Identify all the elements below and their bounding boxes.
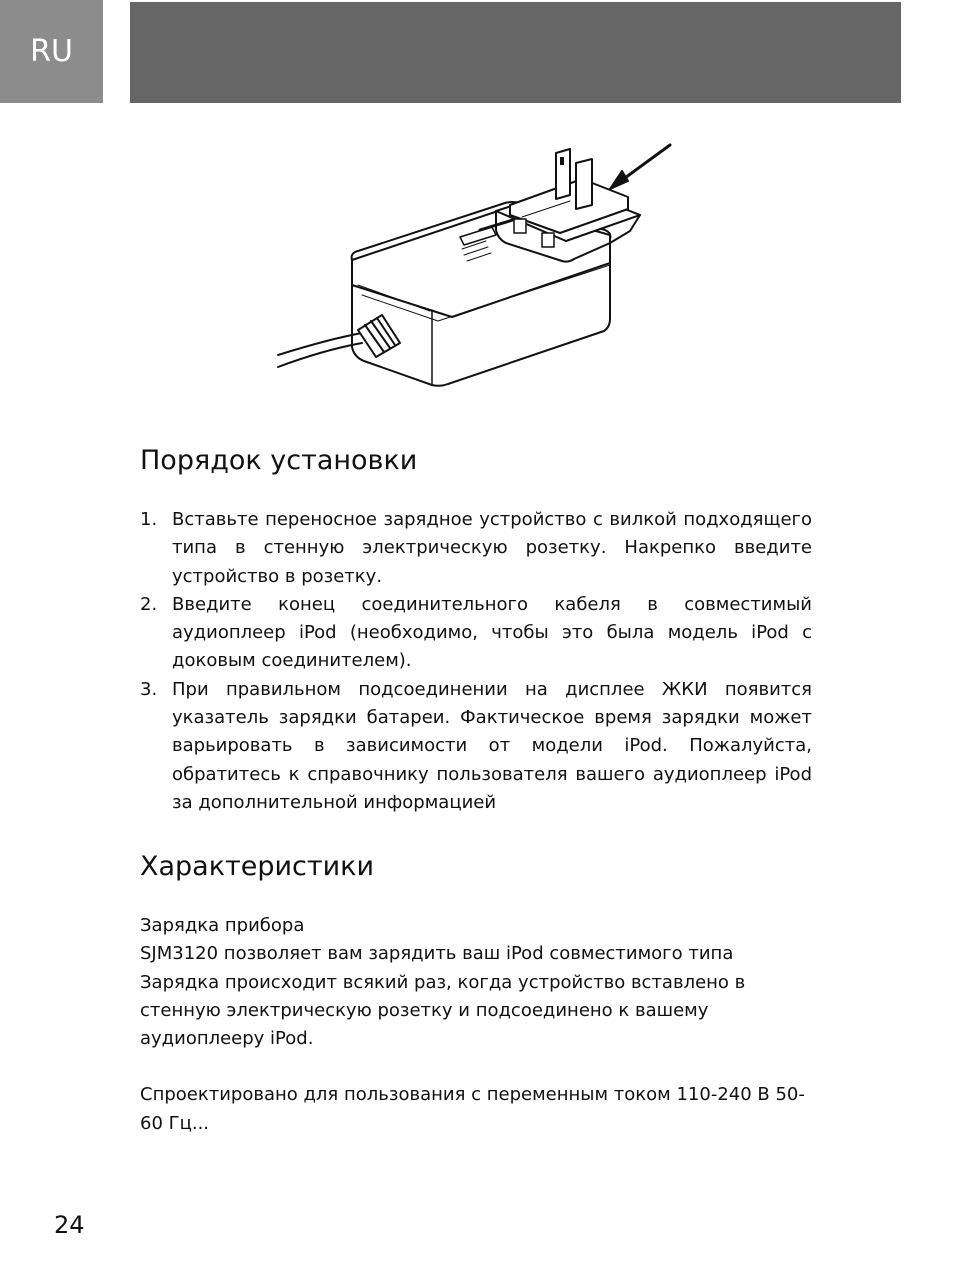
language-tab bbox=[0, 0, 103, 103]
specs-line: SJM3120 позволяет вам зарядить ваш iPod совместимого типа bbox=[140, 943, 734, 965]
specs-heading: Характеристики bbox=[140, 851, 375, 882]
step-text: Введите конец соединительного кабеля в совместимый аудиоплеер iPod (необходимо, чтобы это была модель iPod с доковым соединителем). bbox=[172, 593, 812, 672]
installation-heading: Порядок установки bbox=[140, 445, 418, 476]
step-number: 3. bbox=[140, 678, 158, 700]
charger-illustration-icon bbox=[270, 135, 680, 395]
specs-body bbox=[140, 912, 820, 1138]
header-bar bbox=[130, 2, 901, 103]
step-number: 1. bbox=[140, 509, 158, 530]
page-number: 24 bbox=[54, 1211, 85, 1239]
installation-steps bbox=[140, 506, 812, 817]
specs-line: Спроектировано для пользования с переменным током 110-240 В 50-60 Гц... bbox=[140, 1084, 805, 1134]
list-item bbox=[140, 506, 812, 591]
specs-line: Зарядка происходит всякий раз, когда устройство вставлено в стенную электрическую розетку и подсоединено к вашему аудиоплееру iPod. bbox=[140, 971, 746, 1050]
specs-subtitle: Зарядка прибора bbox=[140, 915, 305, 936]
step-number: 2. bbox=[140, 593, 158, 615]
list-item bbox=[140, 591, 812, 676]
language-code: RU bbox=[30, 34, 73, 69]
list-item bbox=[140, 676, 812, 817]
step-text: При правильном подсоединении на дисплее ЖКИ появится указатель зарядки батареи. Фактическое время зарядки может варьировать в зависимости от модели iPod. Пожалуйста, обратитесь к справочнику пользователя вашего аудиоплеер iPod за дополнительной информацией bbox=[172, 678, 812, 813]
step-text: Вставьте переносное зарядное устройство с вилкой подходящего типа в стенную электрическую розетку. Накрепко введите устройство в розетку. bbox=[172, 509, 812, 587]
